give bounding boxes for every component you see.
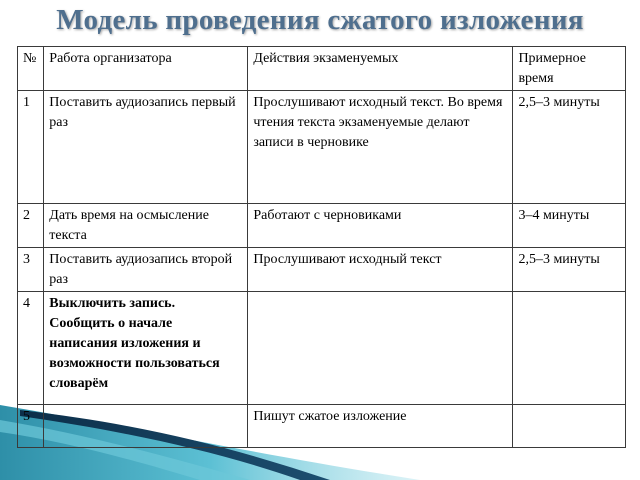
header-number: № [18,47,44,91]
row-organizer [44,405,248,448]
row-number: 3 [18,248,44,292]
row-examinees: Работают с черновиками [248,204,513,248]
row-time: 3–4 минуты [513,204,626,248]
page-title: Модель проведения сжатого изложения [56,4,584,36]
table-row [18,204,626,248]
row-examinees: Прослушивают исходный текст. Во время чтения текста экзаменуемые делают записи в черновике [248,91,513,204]
row-number: 2 [18,204,44,248]
table-row [18,405,626,448]
row-organizer: Поставить аудиозапись первый раз [44,91,248,204]
table-row [18,91,626,204]
row-time: 2,5–3 минуты [513,91,626,204]
row-examinees: Пишут сжатое изложение [248,405,513,448]
row-time [513,292,626,405]
table-row [18,292,626,405]
exam-model-table [17,46,626,448]
row-number: 4 [18,292,44,405]
row-time: 2,5–3 минуты [513,248,626,292]
row-number: 1 [18,91,44,204]
row-examinees [248,292,513,405]
table-row [18,248,626,292]
header-examinee-actions: Действия экзаменуемых [248,47,513,91]
row-organizer: Выключить запись. Сообщить о начале написания изложения и возможности пользоваться словарём [44,292,248,405]
row-organizer: Поставить аудиозапись второй раз [44,248,248,292]
header-organizer-work: Работа организатора [44,47,248,91]
table-header-row [18,47,626,91]
header-approx-time: Примерное время [513,47,626,91]
row-number: 5 [18,405,44,448]
row-organizer: Дать время на осмысление текста [44,204,248,248]
row-examinees: Прослушивают исходный текст [248,248,513,292]
row-time [513,405,626,448]
